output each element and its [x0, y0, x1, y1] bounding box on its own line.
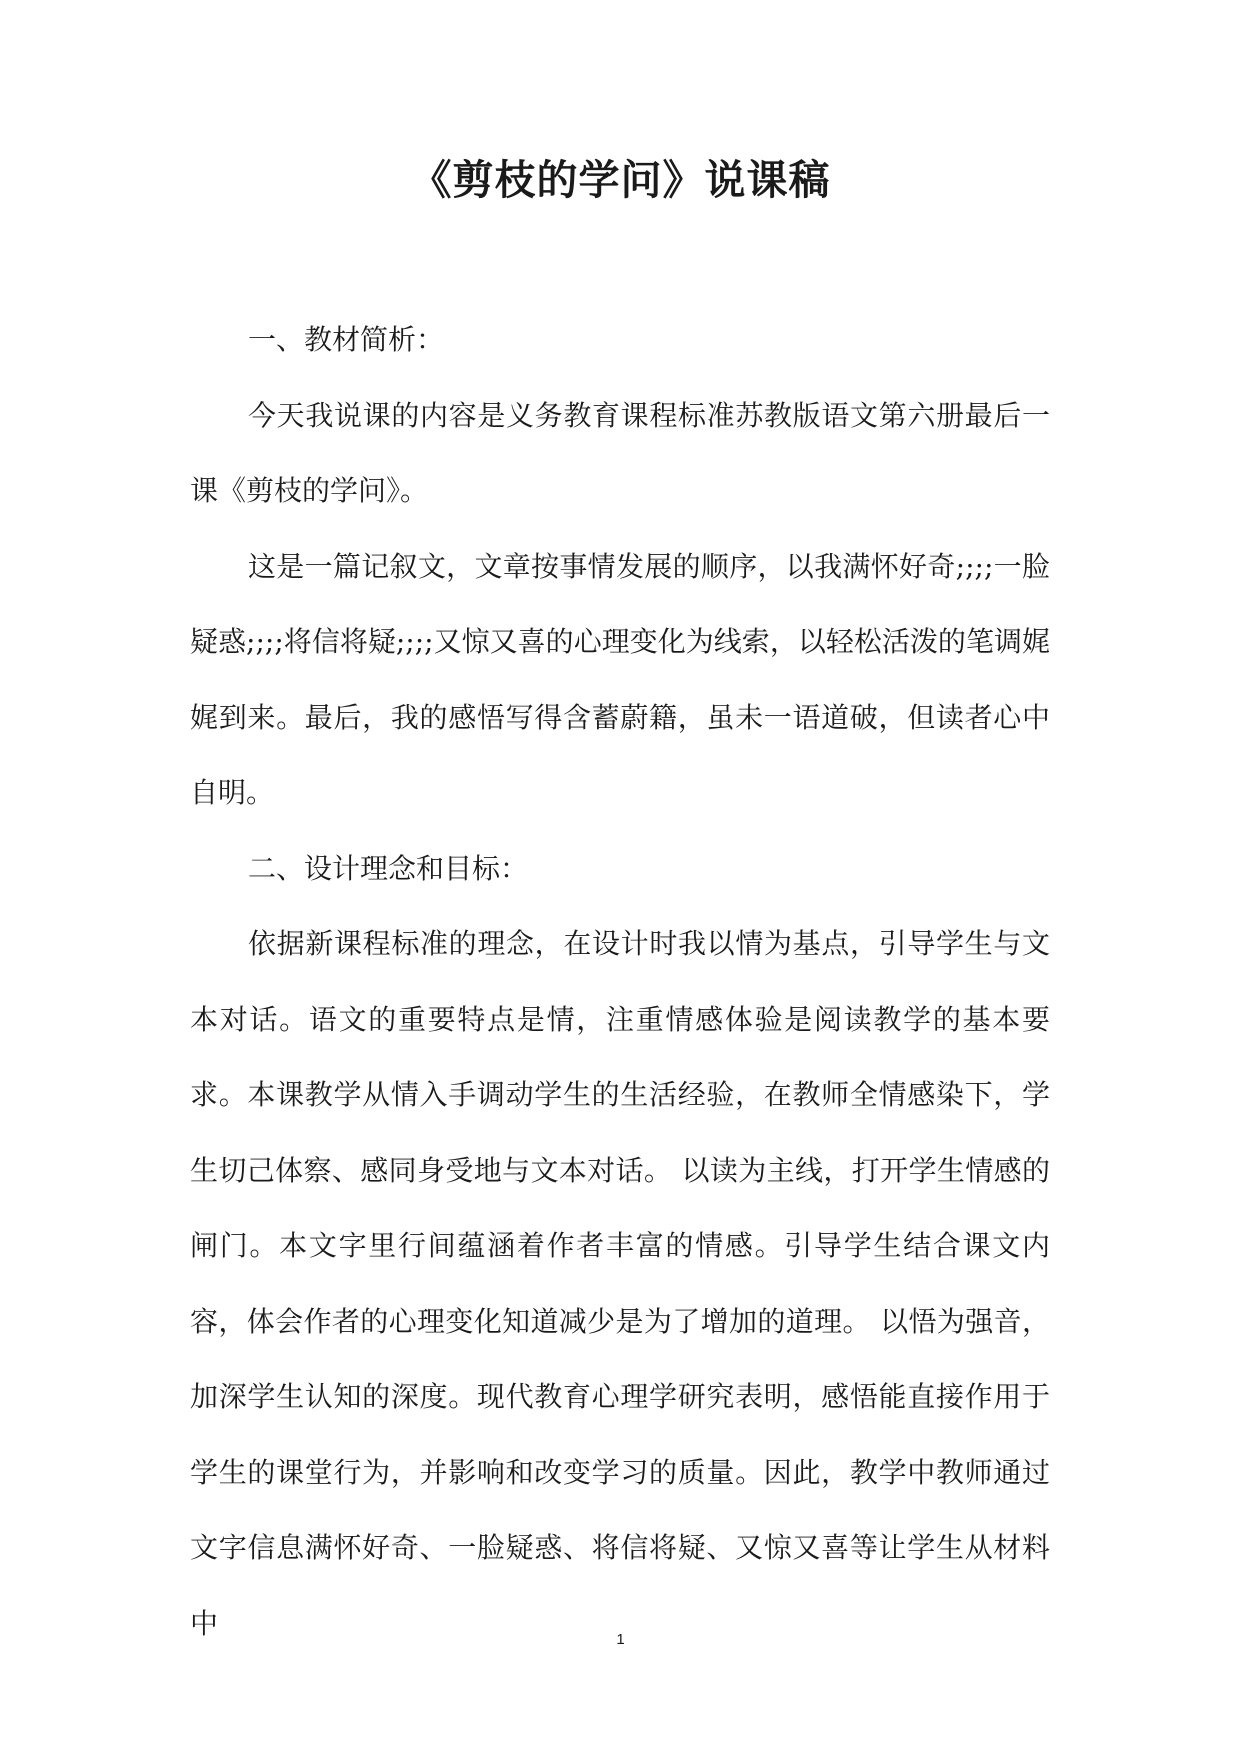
paragraph: 今天我说课的内容是义务教育课程标准苏教版语文第六册最后一课《剪枝的学问》。: [190, 398, 1050, 507]
paragraph: 这是一篇记叙文，文章按事情发展的顺序，以我满怀好奇;;;;一脸疑惑;;;;将信将疑;;;;又惊又喜的心理变化为线索，以轻松活泼的笔调娓娓到来。最后，我的感悟写得含蓄蔚籍，虽未一语道破，但读者心中自明。: [190, 549, 1050, 809]
section-heading-1: 一、教材简析：: [248, 323, 445, 356]
document-title: 《剪枝的学问》说课稿: [410, 156, 831, 204]
document-body: [190, 302, 1050, 1661]
page-number: 1: [616, 1631, 625, 1648]
paragraph: 依据新课程标准的理念，在设计时我以情为基点，引导学生与文本对话。语文的重要特点是情，注重情感体验是阅读教学的基本要求。本课教学从情入手调动学生的生活经验，在教师全情感染下，学生切己体察、感同身受地与文本对话。 以读为主线，打开学生情感的闸门。本文字里行间蕴涵着作者丰富的情感。引导学生结合课文内容，体会作者的心理变化知道减少是为了增加的道理。 以悟为强音，加深学生认知的深度。现代教育心理学研究表明，感悟能直接作用于学生的课堂行为，并影响和改变学习的质量。因此，教学中教师通过文字信息满怀好奇、一脸疑惑、将信将疑、又惊又喜等让学生从材料中: [190, 927, 1050, 1640]
section-heading-2: 二、设计理念和目标：: [248, 851, 529, 885]
